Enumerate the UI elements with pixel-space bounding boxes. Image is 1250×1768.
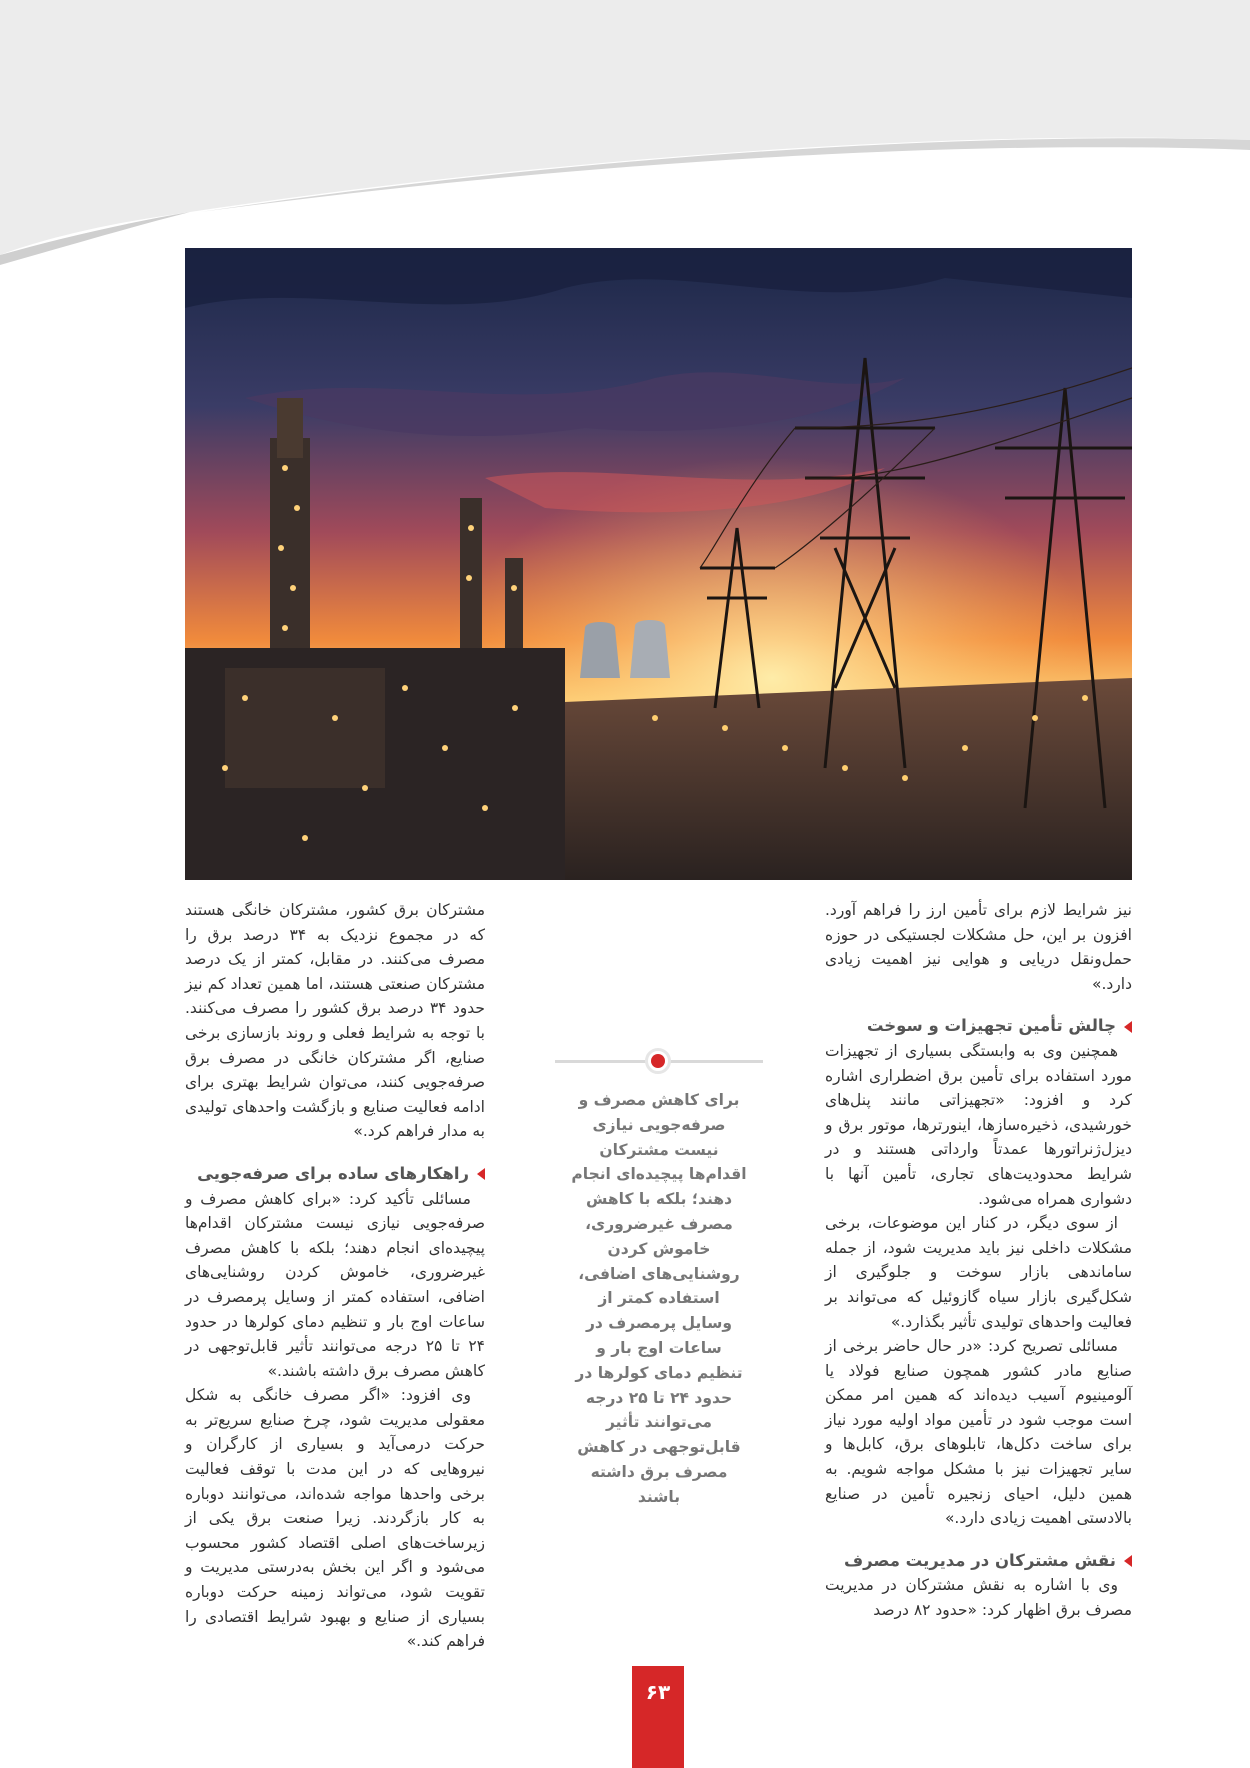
section-heading-text: نقش مشترکان در مدیریت مصرف bbox=[844, 1550, 1116, 1570]
page-number: ۶۳ bbox=[632, 1666, 684, 1768]
paragraph: نیز شرایط لازم برای تأمین ارز را فراهم آورد. افزون بر این، حل مشکلات لجستیکی در حوزه حمل‌ونقل دریایی و هوایی نیز اهمیت زیادی دارد.» bbox=[825, 901, 1132, 993]
header-wave-decoration bbox=[0, 0, 1250, 270]
section-heading bbox=[825, 1014, 1132, 1039]
refinery-photo bbox=[185, 248, 1132, 880]
triangle-bullet-icon bbox=[1124, 1555, 1132, 1567]
article-column-left bbox=[185, 898, 485, 1654]
section-heading-text: چالش تأمین تجهیزات و سوخت bbox=[866, 1016, 1116, 1036]
pull-quote-divider bbox=[555, 1048, 763, 1074]
section-heading bbox=[825, 1549, 1132, 1574]
triangle-bullet-icon bbox=[1124, 1021, 1132, 1033]
paragraph: وی افزود: «اگر مصرف خانگی به شکل معقولی مدیریت شود، چرخ صنایع سریع‌تر به حرکت درمی‌آید و بسیاری از کارگران و نیروهایی که در این مدت با توقف فعالیت برخی واحدها مواجه شده‌اند، می‌توانند دوباره به کار بازگردند. زیرا صنعت برق یکی از زیرساخت‌های اصلی اقتصاد کشور محسوب می‌شود و اگر این بخش به‌درستی مدیریت و تقویت شود، می‌تواند زمینه حرکت دوباره بسیاری از صنایع و بهبود شرایط اقتصادی را فراهم کند.» bbox=[185, 1386, 485, 1651]
paragraph: وی با اشاره به نقش مشترکان در مدیریت مصرف برق اظهار کرد: «حدود ۸۲ درصد bbox=[825, 1576, 1132, 1620]
section-heading-text: راهکارهای ساده برای صرفه‌جویی bbox=[197, 1163, 469, 1183]
paragraph: مسائلی تأکید کرد: «برای کاهش مصرف و صرفه‌جویی نیازی نیست مشترکان اقدام‌ها پیچیده‌ای انجام دهند؛ بلکه با کاهش مصرف غیرضروری، خاموش کردن روشنایی‌های اضافی، استفاده کمتر از وسایل پرمصرف در ساعات اوج بار و تنظیم دمای کولرها در حدود ۲۴ تا ۲۵ درجه می‌توانند تأثیر قابل‌توجهی در کاهش مصرف برق داشته باشند.» bbox=[185, 1189, 486, 1380]
triangle-bullet-icon bbox=[477, 1168, 485, 1180]
paragraph: مشترکان برق کشور، مشترکان خانگی هستند که در مجموع نزدیک به ۳۴ درصد برق را مصرف می‌کنند. در مقابل، کمتر از یک درصد مشترکان صنعتی هستند، اما همین تعداد کم نیز حدود ۳۴ درصد برق کشور را مصرف می‌کنند. با توجه به شرایط فعلی و روند بازسازی برخی صنایع، اگر مشترکان خانگی در مصرف برق صرفه‌جویی کنند، می‌توان شرایط بهتری برای ادامه فعالیت صنایع و بازگشت واحدهای تولیدی به مدار فراهم کرد.» bbox=[185, 901, 485, 1141]
pull-quote-text: برای کاهش مصرف و صرفه‌جویی نیازی نیست مشترکان اقدام‌ها پیچیده‌ای انجام دهند؛ بلکه با کاهش مصرف غیرضروری، خاموش کردن روشنایی‌های اضافی، استفاده کمتر از وسایل پرمصرف در ساعات اوج بار و تنظیم دمای کولرها در حدود ۲۴ تا ۲۵ درجه می‌توانند تأثیر قابل‌توجهی در کاهش مصرف برق داشته باشند bbox=[571, 1091, 747, 1506]
pull-quote bbox=[555, 1048, 763, 1510]
paragraph: مسائلی تصریح کرد: «در حال حاضر برخی از صنایع مادر کشور همچون صنایع فولاد یا آلومینیوم آسیب دیده‌اند که همین امر ممکن است موجب شود در تأمین مواد اولیه مورد نیاز برای ساخت دکل‌ها، تابلوهای برق، کابل‌ها و سایر تجهیزات نیز با مشکل مواجه شویم. به همین دلیل، احیای زنجیره تأمین در صنایع بالادستی اهمیت زیادی دارد.» bbox=[825, 1337, 1132, 1528]
paragraph: از سوی دیگر، در کنار این موضوعات، برخی مشکلات داخلی نیز باید مدیریت شود، از جمله ساماندهی بازار سوخت و جلوگیری از شکل‌گیری بازار سیاه گازوئیل که می‌تواند بر فعالیت واحدهای تولیدی تأثیر بگذارد.» bbox=[825, 1214, 1132, 1331]
section-heading bbox=[185, 1162, 485, 1187]
red-dot-icon bbox=[645, 1048, 671, 1074]
article-column-right bbox=[825, 898, 1132, 1623]
paragraph: همچنین وی به وابستگی بسیاری از تجهیزات مورد استفاده برای تأمین برق اضطراری اشاره کرد و افزود: «تجهیزاتی مانند پنل‌های خورشیدی، ذخیره‌سازها، اینورترها، موتور برق و دیزل‌ژنراتورها عمدتاً وارداتی هستند و در شرایط محدودیت‌های تجاری، تأمین آنها با دشواری همراه می‌شود. bbox=[825, 1041, 1132, 1208]
